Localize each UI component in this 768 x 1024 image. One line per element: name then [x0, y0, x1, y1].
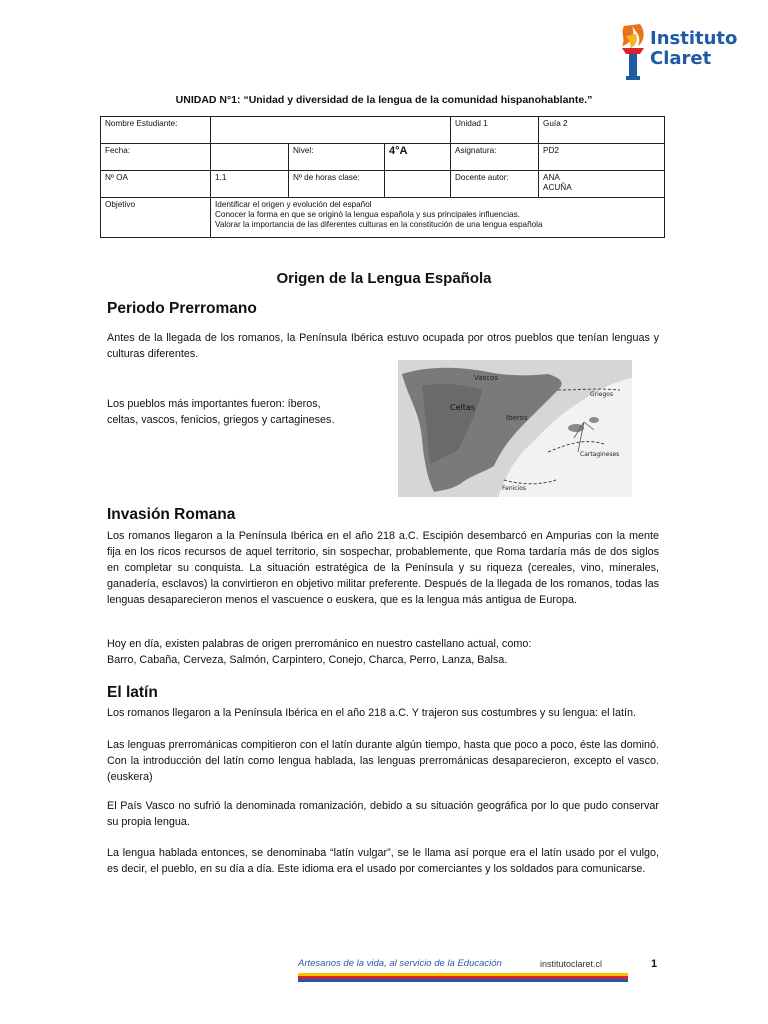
page-number: 1	[651, 958, 658, 970]
asignatura-label: Asignatura:	[451, 144, 539, 171]
prerromano-paragraph-2	[107, 396, 387, 428]
map-label-cartagineses: Cartagineses	[580, 451, 620, 458]
invasion-paragraph-2	[107, 636, 659, 668]
docente-name-1: ANA	[543, 173, 560, 182]
docente-value	[539, 171, 665, 198]
footer-website-link[interactable]: institutoclaret.cl	[540, 959, 603, 969]
objetivo-line: Valorar la importancia de las diferentes culturas en la constitución de una lengua española	[215, 220, 543, 229]
iberian-peninsula-map	[398, 360, 632, 497]
invasion-line: Hoy en día, existen palabras de origen prerrománico en nuestro castellano actual, como:	[107, 638, 532, 650]
invasion-paragraph-1: Los romanos llegaron a la Península Ibérica en el año 218 a.C. Escipión desembarcó en Ampurias con la mente fija en los ricos recursos de aquel territorio, sin sospechar, probablemente, que Roma tardaría más de dos siglos en completar su conquista. La situación estratégica de la Península y su riqueza (cereales, vino, minerales, ganadería, esclavos) la convirtieron en objetivo militar preferente. Después de la llegada de los romanos, todas las lenguas desaparecieron menos el vascuence o euskera, que es la lengua más antigua de Europa.	[107, 530, 659, 606]
latin-paragraph-3: El País Vasco no sufrió la denominada romanización, debido a su situación geográfica por lo que pudo conservar su propia lengua.	[107, 800, 659, 828]
torch-icon	[616, 22, 650, 82]
objetivo-value	[211, 198, 665, 238]
logo-line-1: Instituto	[650, 28, 738, 49]
latin-paragraph-4: La lengua hablada entonces, se denominaba “latín vulgar”, se le llama así porque era el latín usado por el vulgo, es decir, el pueblo, en su día a día. Este idioma era el usado por comerciantes y los soldados para comunicarse.	[107, 847, 659, 875]
section-title-prerromano: Periodo Prerromano	[107, 300, 257, 317]
nombre-label: Nombre Estudiante:	[101, 117, 211, 144]
logo-line-2: Claret	[650, 48, 712, 69]
nivel-value: 4°A	[385, 144, 451, 171]
map-label-griegos: Griegos	[590, 391, 614, 398]
objetivo-line: Identificar el origen y evolución del español	[215, 200, 372, 209]
latin-paragraph-2: Las lenguas prerrománicas compitieron con el latín durante algún tiempo, hasta que poco a poco, éste las dominó. Con la introducción del latín como lengua hablada, las lenguas prerrománicas desaparecieron, excepto el vasco. (euskera)	[107, 739, 659, 783]
horas-label: Nº de horas clase:	[289, 171, 385, 198]
main-title: Origen de la Lengua Española	[276, 270, 492, 287]
docente-name-2: ACUÑA	[543, 183, 572, 192]
footer-color-bar	[298, 973, 628, 982]
fecha-label: Fecha:	[101, 144, 211, 171]
footer-slogan: Artesanos de la vida, al servicio de la Educación	[298, 958, 502, 969]
prerromano-paragraph-1: Antes de la llegada de los romanos, la Península Ibérica estuvo ocupada por otros pueblos que tenían lenguas y culturas diferentes.	[107, 332, 659, 360]
objetivo-label: Objetivo	[101, 198, 211, 238]
map-label-celtas: Celtas	[450, 403, 475, 412]
institute-logo	[616, 22, 756, 82]
nivel-label: Nivel:	[289, 144, 385, 171]
prerromano-line: celtas, vascos, fenicios, griegos y cartagineses.	[107, 414, 335, 426]
oa-label: Nº OA	[101, 171, 211, 198]
map-label-iberos: Iberos	[506, 414, 528, 422]
horas-field[interactable]	[385, 171, 451, 198]
unit-title: UNIDAD N°1: “Unidad y diversidad de la lengua de la comunidad hispanohablante.”	[175, 94, 593, 106]
unidad-label: Unidad 1	[451, 117, 539, 144]
docente-label: Docente autor:	[451, 171, 539, 198]
objetivo-line: Conocer la forma en que se originó la lengua española y sus principales influencias.	[215, 210, 520, 219]
fecha-field[interactable]	[211, 144, 289, 171]
map-label-vascos: Vascos	[474, 374, 498, 382]
nombre-field[interactable]	[211, 117, 451, 144]
prerromano-line: Los pueblos más importantes fueron: íberos,	[107, 398, 321, 410]
invasion-word-list: Barro, Cabaña, Cerveza, Salmón, Carpintero, Conejo, Charca, Perro, Lanza, Balsa.	[107, 654, 508, 666]
section-title-invasion: Invasión Romana	[107, 506, 236, 523]
student-info-table	[100, 116, 665, 238]
latin-paragraph-1: Los romanos llegaron a la Península Ibérica en el año 218 a.C. Y trajeron sus costumbres y su lengua: el latín.	[107, 707, 636, 719]
guia-label: Guía 2	[539, 117, 665, 144]
section-title-latin: El latín	[107, 684, 158, 701]
map-label-fenicios: Fenicios	[502, 485, 527, 492]
oa-value: 1.1	[211, 171, 289, 198]
asignatura-value: PD2	[539, 144, 665, 171]
